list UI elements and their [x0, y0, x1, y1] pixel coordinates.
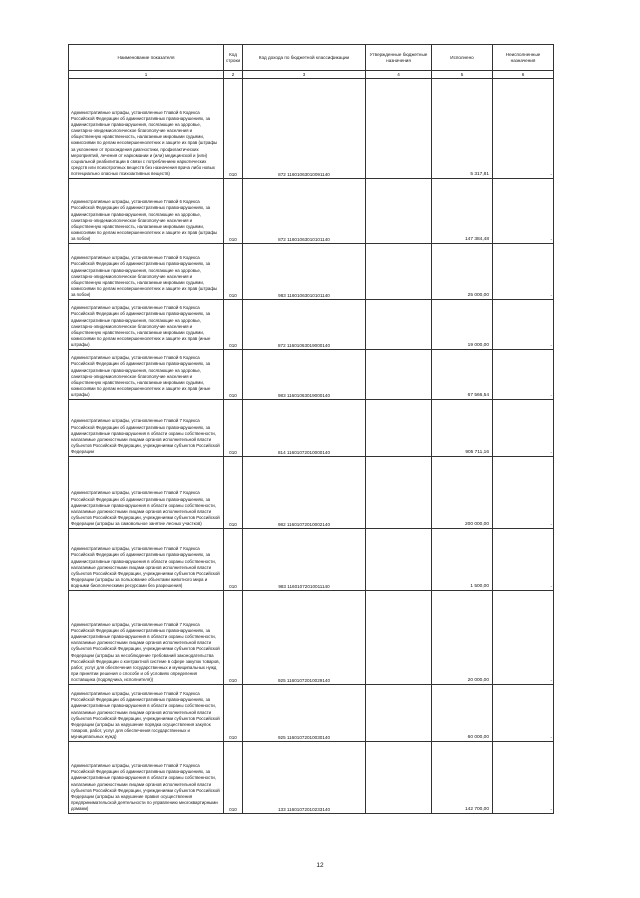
row-plan-cell [366, 350, 432, 400]
header-code: Код строки [224, 45, 243, 71]
table-row [69, 685, 554, 742]
header-row [69, 45, 554, 71]
row-kbk-cell: 925 11601072010030140 [243, 685, 366, 742]
row-name-cell: Административные штрафы, установленные Главой 6 Кодекса Российской Федерации об административных правонарушениях, за административные правонарушения, посягающие на здоровье, санитарно-эпидемиологическое благополучие населения и общественную нравственность, налагаемые мировыми судьями, комиссиями по делам несовершеннолетних и защите их прав (штрафы за побои) [69, 244, 224, 300]
row-code-cell: 010 [224, 300, 243, 350]
row-plan-cell [366, 591, 432, 685]
row-exec-cell: 25 000,00 [432, 244, 493, 300]
table-row [69, 457, 554, 529]
row-code-cell: 010 [224, 742, 243, 814]
row-code-cell: 010 [224, 685, 243, 742]
row-plan-cell [366, 79, 432, 179]
row-name-cell: Административные штрафы, установленные Главой 7 Кодекса Российской Федерации об административных правонарушениях, за административные правонарушения в области охраны собственности, налагаемые должностными лицами органов исполнительной власти субъектов Российской Федерации, учреждениями субъектов Российской Федерации (штрафы за нарушение правил осуществления предпринимательской деятельности по управлению многоквартирными домами) [69, 742, 224, 814]
revenue-table [68, 44, 554, 814]
row-code-cell: 010 [224, 179, 243, 244]
column-number: 2 [224, 71, 243, 79]
header-exec: Исполнено [432, 45, 493, 71]
table-row [69, 300, 554, 350]
header-name: Наименование показателя [69, 45, 224, 71]
row-exec-cell: 20 000,00 [432, 591, 493, 685]
table-row [69, 529, 554, 591]
row-plan-cell [366, 179, 432, 244]
row-kbk-cell: 133 11601072010233140 [243, 742, 366, 814]
row-plan-cell [366, 244, 432, 300]
row-kbk-cell: 982 11601072010002140 [243, 457, 366, 529]
column-number-row [69, 71, 554, 79]
row-rest-cell: - [493, 591, 554, 685]
row-code-cell: 010 [224, 457, 243, 529]
row-kbk-cell: 983 11601063010101140 [243, 244, 366, 300]
row-plan-cell [366, 685, 432, 742]
row-exec-cell: 67 566,54 [432, 350, 493, 400]
row-name-cell: Административные штрафы, установленные Главой 6 Кодекса Российской Федерации об административных правонарушениях, за административные правонарушения, посягающие на здоровье, санитарно-эпидемиологическое благополучие населения и общественную нравственность, налагаемые мировыми судьями, комиссиями по делам несовершеннолетних и защите их прав (иные штрафы) [69, 350, 224, 400]
column-number: 3 [243, 71, 366, 79]
row-plan-cell [366, 300, 432, 350]
table-row [69, 742, 554, 814]
row-code-cell: 010 [224, 79, 243, 179]
row-exec-cell: 200 000,00 [432, 457, 493, 529]
header-kbk: Код дохода по бюджетной классификации [243, 45, 366, 71]
row-kbk-cell: 872 11601063010101140 [243, 179, 366, 244]
row-exec-cell: 142 700,00 [432, 742, 493, 814]
column-number: 6 [493, 71, 554, 79]
header-plan: Утвержденные бюджетные назначения [366, 45, 432, 71]
column-number: 1 [69, 71, 224, 79]
row-rest-cell: - [493, 742, 554, 814]
row-name-cell: Административные штрафы, установленные Главой 7 Кодекса Российской Федерации об административных правонарушениях, за административные правонарушения в области охраны собственности, налагаемые должностными лицами органов исполнительной власти субъектов Российской Федерации, учреждениями субъектов Российской Федерации (штрафы за пользование объектами животного мира и водными биологическими ресурсами без разрешения) [69, 529, 224, 591]
row-kbk-cell: 925 11601072010029140 [243, 591, 366, 685]
row-kbk-cell: 983 11601072010011140 [243, 529, 366, 591]
row-code-cell: 010 [224, 529, 243, 591]
page-number: 12 [316, 862, 324, 869]
row-rest-cell: - [493, 529, 554, 591]
row-name-cell: Административные штрафы, установленные Главой 6 Кодекса Российской Федерации об административных правонарушениях, за административные правонарушения, посягающие на здоровье, санитарно-эпидемиологическое благополучие населения и общественную нравственность, налагаемые мировыми судьями, комиссиями по делам несовершеннолетних и защите их прав (штрафы за уклонение от прохождения диагностики, профилактических мероприятий, лечения от наркомании и (или) медицинской и (или) социальной реабилитации в связи с потреблением наркотических средств или психотропных веществ без назначения врача либо новых потенциально опасных психоактивных веществ) [69, 79, 224, 179]
row-plan-cell [366, 400, 432, 457]
row-rest-cell: - [493, 179, 554, 244]
row-name-cell: Административные штрафы, установленные Главой 7 Кодекса Российской Федерации об административных правонарушениях, за административные правонарушения в области охраны собственности, налагаемые должностными лицами органов исполнительной власти субъектов Российской Федерации, учреждениями субъектов Российской Федерации (штрафы за самовольное занятие лесных участков) [69, 457, 224, 529]
row-name-cell: Административные штрафы, установленные Главой 7 Кодекса Российской Федерации об административных правонарушениях, за административные правонарушения в области охраны собственности, налагаемые должностными лицами органов исполнительной власти субъектов Российской Федерации, учреждениями субъектов Российской Федерации (штрафы за нарушение порядка осуществления закупок товаров, работ, услуг для обеспечения государственных и муниципальных нужд) [69, 685, 224, 742]
row-exec-cell: 60 000,00 [432, 685, 493, 742]
row-kbk-cell: 872 11601063010091140 [243, 79, 366, 179]
row-rest-cell: - [493, 244, 554, 300]
row-plan-cell [366, 529, 432, 591]
table-body [69, 79, 554, 814]
row-plan-cell [366, 742, 432, 814]
column-number: 5 [432, 71, 493, 79]
row-plan-cell [366, 457, 432, 529]
row-name-cell: Административные штрафы, установленные Главой 7 Кодекса Российской Федерации об административных правонарушениях, за административные правонарушения в области охраны собственности, налагаемые должностными лицами органов исполнительной власти субъектов Российской Федерации, учреждениями субъектов Российской Федерации (штрафы за несоблюдение требований законодательства Российской Федерации о контрактной системе в сфере закупок товаров, работ, услуг для обеспечения государственных и муниципальных нужд при принятии решения о способе и об условиях определения поставщика (подрядчика, исполнителя)) [69, 591, 224, 685]
row-code-cell: 010 [224, 591, 243, 685]
table-row [69, 179, 554, 244]
table-row [69, 350, 554, 400]
row-rest-cell: - [493, 300, 554, 350]
table-row [69, 79, 554, 179]
row-exec-cell: 1 500,00 [432, 529, 493, 591]
row-name-cell: Административные штрафы, установленные Главой 6 Кодекса Российской Федерации об административных правонарушениях, за административные правонарушения, посягающие на здоровье, санитарно-эпидемиологическое благополучие населения и общественную нравственность, налагаемые мировыми судьями, комиссиями по делам несовершеннолетних и защите их прав (штрафы за побои) [69, 179, 224, 244]
table-row [69, 591, 554, 685]
row-exec-cell: 5 317,81 [432, 79, 493, 179]
header-rest: Неисполненные назначения [493, 45, 554, 71]
row-exec-cell: 147 384,48 [432, 179, 493, 244]
row-kbk-cell: 983 11601063019000140 [243, 350, 366, 400]
row-kbk-cell: 814 11601072010000140 [243, 400, 366, 457]
row-rest-cell: - [493, 457, 554, 529]
table-row [69, 244, 554, 300]
row-rest-cell: - [493, 79, 554, 179]
table-row [69, 400, 554, 457]
row-rest-cell: - [493, 685, 554, 742]
row-rest-cell: - [493, 400, 554, 457]
row-code-cell: 010 [224, 350, 243, 400]
row-code-cell: 010 [224, 400, 243, 457]
row-name-cell: Административные штрафы, установленные Главой 6 Кодекса Российской Федерации об административных правонарушениях, за административные правонарушения, посягающие на здоровье, санитарно-эпидемиологическое благополучие населения и общественную нравственность, налагаемые мировыми судьями, комиссиями по делам несовершеннолетних и защите их прав (иные штрафы) [69, 300, 224, 350]
row-exec-cell: 905 711,16 [432, 400, 493, 457]
column-number: 4 [366, 71, 432, 79]
row-exec-cell: 19 000,00 [432, 300, 493, 350]
row-kbk-cell: 872 11601063019000140 [243, 300, 366, 350]
row-name-cell: Административные штрафы, установленные Главой 7 Кодекса Российской Федерации об административных правонарушениях, за административные правонарушения в области охраны собственности, налагаемые должностными лицами органов исполнительной власти субъектов Российской Федерации, учреждениями субъектов Российской Федерации [69, 400, 224, 457]
row-rest-cell: - [493, 350, 554, 400]
row-code-cell: 010 [224, 244, 243, 300]
